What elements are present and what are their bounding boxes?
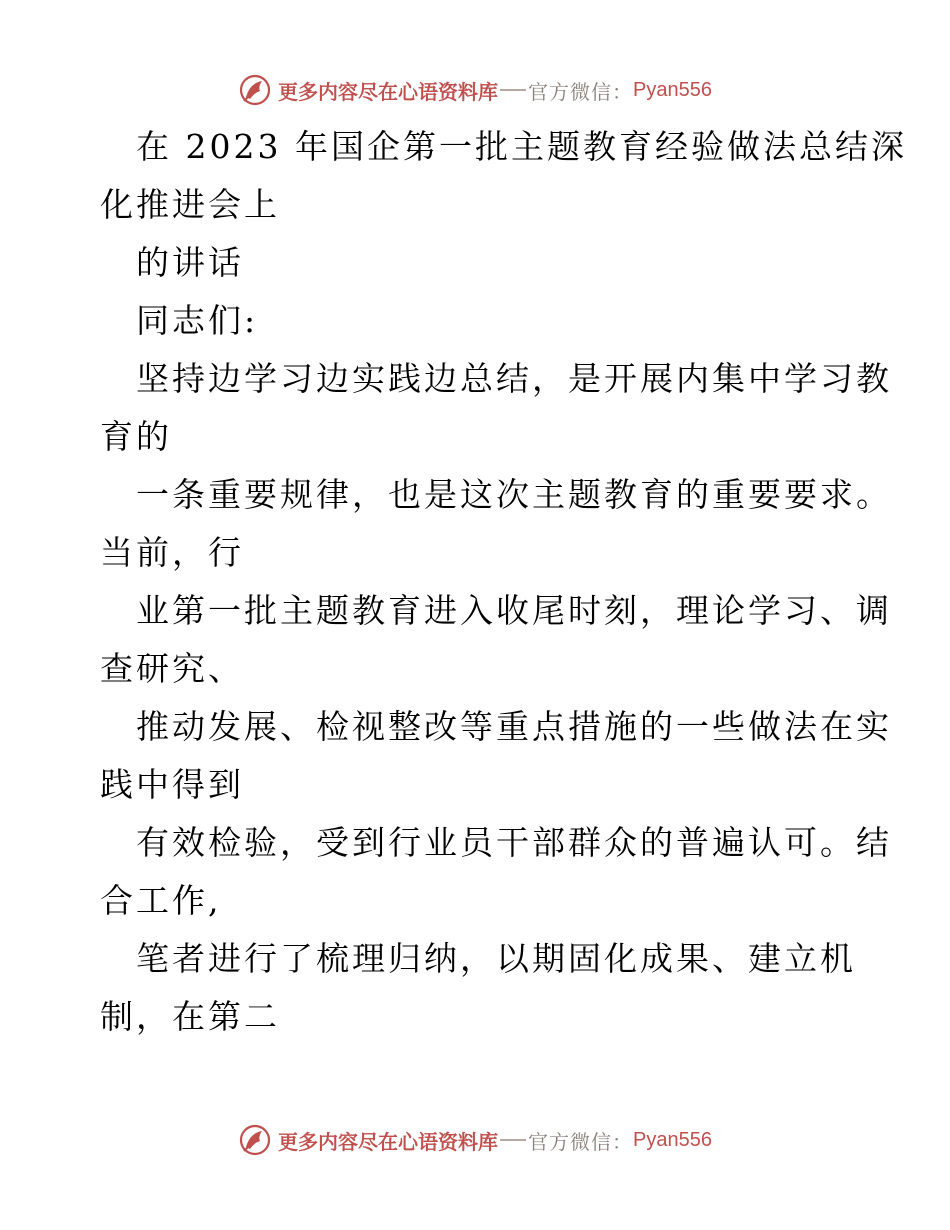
paragraph-line: 业第一批主题教育进入收尾时刻，理论学习、调 bbox=[136, 591, 892, 630]
banner-dash bbox=[500, 89, 526, 91]
banner-wechat-id: Pyan556 bbox=[633, 78, 712, 101]
paragraph-line: 笔者进行了梳理归纳，以期固化成果、建立机 bbox=[136, 939, 856, 978]
banner-wechat-id: Pyan556 bbox=[633, 1128, 712, 1151]
banner-wechat-label: 官方微信： bbox=[528, 1129, 634, 1154]
banner-title: 更多内容尽在心语资料库 bbox=[278, 79, 499, 104]
title-line-3: 的讲话 bbox=[136, 243, 244, 282]
header-banner bbox=[0, 70, 950, 110]
paragraph-line: 查研究、 bbox=[100, 649, 244, 688]
banner-title: 更多内容尽在心语资料库 bbox=[278, 1129, 499, 1154]
salutation: 同志们: bbox=[136, 301, 259, 340]
title-line-2: 化推进会上 bbox=[100, 185, 280, 224]
document-body bbox=[100, 118, 907, 1046]
paragraph-line: 推动发展、检视整改等重点措施的一些做法在实 bbox=[136, 707, 892, 746]
paragraph-line: 一条重要规律，也是这次主题教育的重要要求。 bbox=[136, 475, 892, 514]
paragraph-line: 践中得到 bbox=[100, 765, 244, 804]
paragraph-line: 育的 bbox=[100, 417, 172, 456]
footer-banner bbox=[0, 1120, 950, 1160]
paragraph-line: 当前，行 bbox=[100, 533, 244, 572]
paragraph-line: 合工作, bbox=[100, 881, 222, 920]
pen-nib-logo-icon bbox=[238, 1123, 272, 1157]
paragraph-line: 制，在第二 bbox=[100, 997, 280, 1036]
title-line-1: 在 2023 年国企第一批主题教育经验做法总结深 bbox=[136, 127, 907, 166]
pen-nib-logo-icon bbox=[238, 73, 272, 107]
paragraph-line: 坚持边学习边实践边总结，是开展内集中学习教 bbox=[136, 359, 892, 398]
paragraph-line: 有效检验，受到行业员干部群众的普遍认可。结 bbox=[136, 823, 892, 862]
banner-wechat-label: 官方微信： bbox=[528, 79, 634, 104]
banner-dash bbox=[500, 1139, 526, 1141]
